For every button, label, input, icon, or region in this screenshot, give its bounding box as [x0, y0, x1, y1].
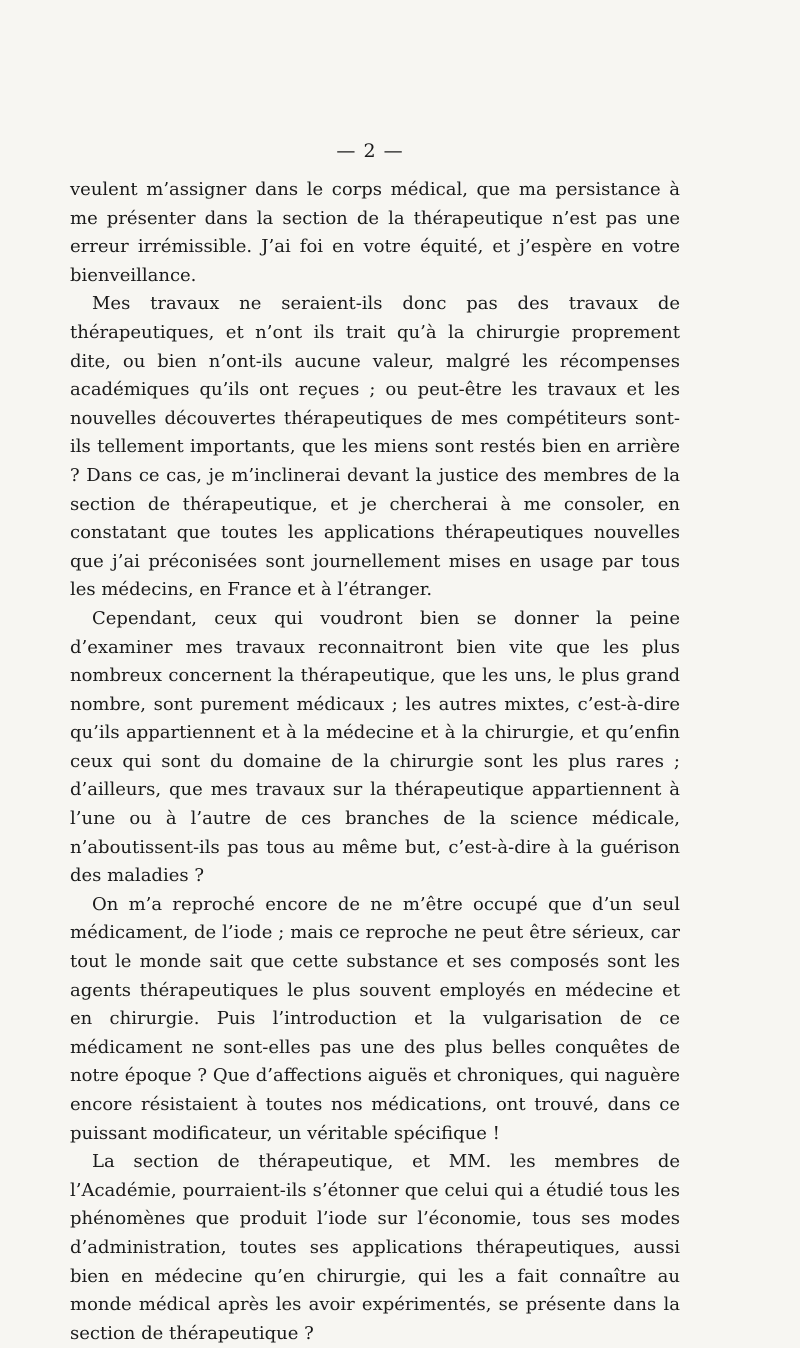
paragraph-5: La section de thérapeutique, et MM. les membres de l’Académie, pourraient-ils s’étonner que celui qui a étudié tous les phénomènes que produit l’iode sur l’économie, tous ses modes d’administration, toutes ses applications thérapeutiques, aussi bien en médecine qu’en chirurgie, qui les a fait connaître au monde médical après les avoir expérimentés, se présente dans la section de thérapeutique ? — [70, 1151, 680, 1344]
paragraph-1: veulent m’assigner dans le corps médical, que ma persistance à me présenter dans la section de la thérapeutique n’est pas une erreur irrémissible. J’ai foi en votre équité, et j’espère en votre bienveillance. — [70, 179, 680, 286]
paragraph-2: Mes travaux ne seraient-ils donc pas des travaux de thérapeutiques, et n’ont ils trait qu’à la chirurgie proprement dite, ou bien n’ont-ils aucune valeur, malgré les récompenses académiques qu’ils ont reçues ; ou peut-être les travaux et les nouvelles découvertes thérapeutiques de mes compétiteurs sont-ils tellement importants, que les miens sont restés bien en arrière ? Dans ce cas, je m’inclinerai devant la justice des membres de la section de thérapeutique, et je chercherai à me consoler, en constatant que toutes les applications thérapeutiques nouvelles que j’ai préconisées sont journellement mises en usage par tous les médecins, en France et à l’étranger. — [70, 293, 680, 601]
page-number: — 2 — — [336, 140, 404, 162]
paragraph-3: Cependant, ceux qui voudront bien se donner la peine d’examiner mes travaux reconnaitront bien vite que les plus nombreux concernent la thérapeutique, que les uns, le plus grand nombre, sont purement médicaux ; les autres mixtes, c’est-à-dire qu’ils appartiennent et à la médecine et à la chirurgie, et qu’enfin ceux qui sont du domaine de la chirurgie sont les plus rares ; d’ailleurs, que mes travaux sur la thérapeutique appartiennent à l’une ou à l’autre de ces branches de la science médicale, n’aboutissent-ils pas tous au même but, c’est-à-dire à la guérison des maladies ? — [70, 607, 680, 887]
paragraph-4: On m’a reproché encore de ne m’être occupé que d’un seul médicament, de l’iode ; mais ce reproche ne peut être sérieux, car tout le monde sait que cette substance et ses composés sont les agents thérapeutiques le plus souvent employés en médecine et en chirurgie. Puis l’introduction et la vulgarisation de ce médicament ne sont-elles pas une des plus belles conquêtes de notre époque ? Que d’affections aiguës et chroniques, qui naguère encore résistaient à toutes nos médications, ont trouvé, dans ce puissant modificateur, un véritable spécifique ! — [70, 893, 680, 1144]
body-text — [70, 176, 680, 1348]
